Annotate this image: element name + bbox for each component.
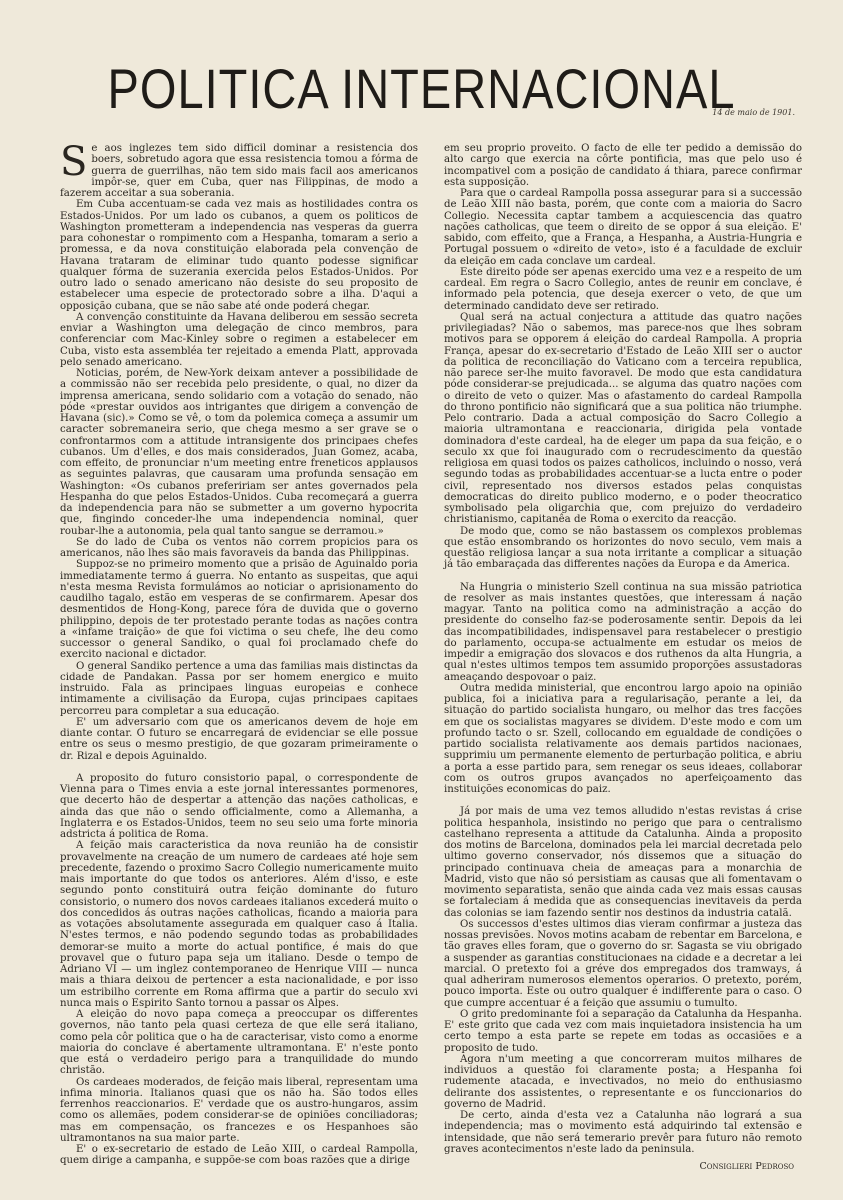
paragraph: Se do lado de Cuba os ventos não correm propicios para os americanos, não lhes são mais favoraveis da banda das Philippinas. [60, 536, 418, 559]
section-gap [60, 762, 418, 773]
paragraph: Qual será na actual conjectura a attitude das quatro nações privilegiadas? Não o sabemos, mas parece-nos que lhes sobram motivos para se opporem á eleição do cardeal Rampolla. A propria França, apesar do ex-secretario d'Estado de Leão XIII ser o auctor da politica de reconciliação do Vaticano com a terceira republica, não parece ser-lhe muito favoravel. De modo que esta candidatura póde considerar-se prejudicada... se alguma das quatro nações com o direito de veto o quizer. Mas o afastamento do cardeal Rampolla do throno pontificio não significará que a sua politica não triumphe. Pelo contrario. Dada a actual composição do Sacro Collegio a maioria ultramontana e reaccionaria, dirigida pela vontade dominadora d'este cardeal, ha de eleger um papa da sua feição, e o seculo xx que foi inaugurado com o recrudescimento da questão religiosa em quasi todos os paizes catholicos, incluindo o nosso, verá segundo todas as probabilidades accentuar-se a lucta entre o poder civil, representado nos diversos estados pelas conquistas democraticas do direito publico moderno, e o poder theocratico symbolisado pela oligarchia que, com prejuizo do verdadeiro christianismo, capitanêa de Roma o exercito da reacção. [444, 311, 802, 526]
paragraph: O general Sandiko pertence a uma das familias mais distinctas da cidade de Pandakan. Passa por ser homem energico e muito instruido. Fala as principaes linguas europeias e conhece intimamente a civilisação da Europa, cujas principaes capitaes percorreu para completar a sua educação. [60, 660, 418, 717]
paragraph: Para que o cardeal Rampolla possa assegurar para si a successão de Leão XIII não basta, porém, que conte com a maioria do Sacro Collegio. Necessita captar tambem a acquiescencia das quatro nações catholicas, que teem o direito de se oppor á sua eleição. E' sabido, com effeito, que a França, a Hespanha, a Austria-Hungria e Portugal possuem o «direito de veto», isto é a faculdade de excluir da eleição em cada conclave um cardeal. [444, 188, 802, 267]
paragraph: E' o ex-secretario de estado de Leão XIII, o cardeal Rampolla, quem dirige a campanha, e suppõe-se com boas razões que a dirige [60, 1144, 418, 1167]
paragraph: A eleição do novo papa começa a preoccupar os differentes governos, não tanto pela quasi certeza de que elle será italiano, como pela côr politica que o ha de caracterisar, visto como a enorme maioria do conclave é abertamente ultramontana. E' n'este ponto que está o verdadeiro perigo para a tranquilidade do mundo christão. [60, 1009, 418, 1077]
paragraph: A feição mais caracteristica da nova reunião ha de consistir provavelmente na creação de um numero de cardeaes até hoje sem precedente, fazendo o proximo Sacro Collegio numericamente muito mais importante do que todos os anteriores. Além d'isso, e este segundo ponto constituirá outra feição dominante do futuro consistorio, o numero dos novos cardeaes italianos excederá muito o dos concedidos ás outras nações catholicas, ficando a maioria para as votações absolutamente assegurada em qualquer caso á Italia. N'estes termos, e não podendo segundo todas as probabilidades demorar-se muito a morte do actual pontifice, é mais do que provavel que o futuro papa seja um italiano. Desde o tempo de Adriano VI — um inglez contemporaneo de Henrique VIII — nunca mais a thiara deixou de pertencer a esta nacionalidade, e por isso um estribilho corrente em Roma affirma que a partir do seculo xvi nunca mais o Espirito Santo tornou a passar os Alpes. [60, 840, 418, 1009]
paragraph: A proposito do futuro consistorio papal, o correspondente de Vienna para o Times envia a este jornal interessantes pormenores, que decerto hão de despertar a attenção das nações catholicas, e ainda das que não o sendo officialmente, como a Allemanha, a Inglaterra e os Estados-Unidos, teem no seu seio uma forte minoria adstricta á politica de Roma. [60, 772, 418, 840]
paragraph: Se aos inglezes tem sido difficil dominar a resistencia dos boers, sobretudo agora que essa resistencia tomou a fórma de guerra de guerrilhas, não tem sido mais facil aos americanos impôr-se, quer em Cuba, quer nas Filippinas, de modo a fazerem acceitar a sua soberania. [60, 139, 418, 199]
drop-cap: S [60, 139, 88, 185]
author-signature: Consiglieri Pedroso [699, 1161, 794, 1172]
paragraph: Outra medida ministerial, que encontrou largo apoio na opinião publica, foi a iniciativa para a regularisação, perante a lei, da situação do partido socialista hungaro, ou melhor das tres facções em que os socialistas magyares se dividem. D'este modo e com um profundo tacto o sr. Szell, collocando em egualdade de condições o partido socialista relativamente aos demais partidos nacionaes, supprimiu um permanente elemento de perturbação politica, e abriu a porta a esse partido para, sem renegar os seus ideaes, collaborar com os outros grupos avançados no aperfeiçoamento das instituições economicas do paiz. [444, 682, 802, 795]
paragraph: Os successos d'estes ultimos dias vieram confirmar a justeza das nossas previsões. Novos motins acabam de rebentar em Barcelona, e tão graves elles foram, que o governo do sr. Sagasta se viu obrigado a suspender as garantias constitucionaes na cidade e a decretar a lei marcial. O pretexto foi a gréve dos empregados dos tramways, á qual adheriram numerosos elementos operarios. O pretexto, porém, pouco importa. Este ou outro qualquer é indifferente para o caso. O que cumpre accentuar é a feição que assumiu o tumulto. [444, 918, 802, 1009]
paragraph: O grito predominante foi a separação da Catalunha da Hespanha. E' este grito que cada vez com mais inquietadora insistencia ha um certo tempo a esta parte se repete em todas as occasiões e a proposito de tudo. [444, 1008, 802, 1054]
paragraph: Suppoz-se no primeiro momento que a prisão de Aguinaldo poria immediatamente termo á guerra. No entanto as suspeitas, que aqui n'esta mesma Revista formulámos ao noticiar o aprisionamento do caudilho tagalo, estão em vesperas de se confirmarem. Apesar dos desmentidos de Hong-Kong, parece fóra de duvida que o governo philippino, depois de ter protestado perante todas as nações contra a «infame traição» de que foi victima o seu chefe, lhe deu como successor o general Sandiko, o qual foi proclamado chefe do exercito nacional e dictador. [60, 559, 418, 661]
section-gap [444, 571, 802, 582]
paragraph: Já por mais de uma vez temos alludido n'estas revistas á crise politica hespanhola, insistindo no perigo que para o centralismo castelhano representa a attitude da Catalunha. Ainda a proposito dos motins de Barcelona, dominados pela lei marcial decretada pelo ultimo governo conservador, nós dissemos que a situação do principado continuava cheia de ameaças para a monarchia de Madrid, visto que não só persistiam as causas que ali fomentavam o movimento separatista, senão que ainda cada vez mais essas causas se fortaleciam á medida que as consequencias inevitaveis da perda das colonias se iam fazendo sentir nos destinos da industria catalã. [444, 806, 802, 919]
paragraph: A convenção constituinte da Havana deliberou em sessão secreta enviar a Washington uma delegação de cinco membros, para conferenciar com Mac-Kinley sobre o regimen a estabelecer em Cuba, visto esta assembléa ter rejeitado a emenda Platt, approvada pelo senado americano. [60, 311, 418, 368]
paragraph: Este direito póde ser apenas exercido uma vez e a respeito de um cardeal. Em regra o Sacro Collegio, antes de reunir em conclave, é informado pela potencia, que deseja exercer o veto, de que um determinado candidato deve ser retirado. [444, 266, 802, 312]
paragraph: Noticias, porém, de New-York deixam antever a possibilidade de a commissão não ser recebida pelo presidente, o qual, no dizer da imprensa americana, sendo solidario com a votação do senado, não póde «prestar ouvidos aos intrigantes que dirigem a convenção de Havana (sic).» Como se vê, o tom da polemica começa a assumir um caracter sobremaneira serio, que chega mesmo a ser grave se o confrontarmos com a attitude intransigente dos principaes chefes cubanos. Um d'elles, e dos mais considerados, Juan Gomez, acaba, com effeito, de pronunciar n'um meeting entre freneticos applausos as seguintes palavras, que causaram uma profunda sensação em Washington: «Os cubanos prefeririam ser antes governados pela Hespanha do que pelos Estados-Unidos. Cuba recomeçará a guerra da independencia para não se submetter a um governo hypocrita que, fingindo conceder-lhe uma independencia nominal, quer roubar-lhe a autonomia, pela qual tanto sangue se derramou.» [60, 368, 418, 537]
article-date: 14 de maio de 1901. [712, 108, 795, 117]
left-column [60, 139, 418, 1167]
page-title: POLITICA INTERNACIONAL [107, 57, 736, 121]
paragraph: De certo, ainda d'esta vez a Catalunha não logrará a sua independencia; mas o movimento está adquirindo tal extensão e intensidade, que não será temerario prevêr para futuro não remoto graves acontecimentos n'este lado da peninsula. [444, 1110, 802, 1155]
paragraph: Na Hungria o ministerio Szell continua na sua missão patriotica de resolver as mais instantes questões, que interessam á nação magyar. Tanto na politica como na administração a acção do presidente do conselho faz-se poderosamente sentir. Depois da lei das incompatibilidades, indispensavel para restabelecer o prestigio do parlamento, occupa-se actualmente em estudar os meios de impedir a emigração dos slovacos e dos ruthenos da alta Hungria, a qual n'estes ultimos tempos tem assumido proporções assustadoras ameaçando despovoar o paiz. [444, 581, 802, 683]
right-column [444, 143, 802, 1172]
paragraph: Agora n'um meeting a que concorreram muitos milhares de individuos a questão foi claramente posta; a Hespanha foi rudemente atacada, e invectivados, no meio do enthusiasmo delirante dos assistentes, o representante e os funccionarios do governo de Madrid. [444, 1053, 802, 1110]
paragraph: Os cardeaes moderados, de feição mais liberal, representam uma infima minoria. Italianos quasi que os não ha. São todos elles ferrenhos reaccionarios. E' verdade que os austro-hungaros, assim como os allemães, podem considerar-se de opiniões conciliadoras; mas em compensação, os francezes e os Hespanhoes são ultramontanos na sua maior parte. [60, 1076, 418, 1144]
section-gap [444, 795, 802, 806]
paragraph: E' um adversario com que os americanos devem de hoje em diante contar. O futuro se encarregará de evidenciar se elle possue entre os seus o mesmo prestigio, de que gozaram primeiramente o dr. Rizal e depois Aguinaldo. [60, 716, 418, 762]
paragraph: em seu proprio proveito. O facto de elle ter pedido a demissão do alto cargo que exercia na côrte pontificia, mas que pelo uso é incompativel com a posição de candidato á thiara, parece confirmar esta supposição. [444, 143, 802, 188]
paragraph: De modo que, como se não bastassem os complexos problemas que estão ensombrando os horizontes do novo seculo, vem mais a questão religiosa lançar a sua nota irritante a complicar a situação já tão embaraçada das differentes nações da Europa e da America. [444, 525, 802, 571]
paragraph: Em Cuba accentuam-se cada vez mais as hostilidades contra os Estados-Unidos. Por um lado os cubanos, a quem os politicos de Washington prometteram a independencia nas vesperas da guerra para cohonestar o rompimento com a Hespanha, tomaram a serio a promessa, e da nova constituição elaborada pela convenção de Havana trataram de eliminar tudo quanto podesse significar qualquer fórma de suzerania exercida pelos Estados-Unidos. Por outro lado o senado americano não desiste do seu proposito de estabelecer uma especie de protectorado sobre a ilha. D'aqui a opposição cubana, que se não sabe até onde poderá chegar. [60, 199, 418, 312]
